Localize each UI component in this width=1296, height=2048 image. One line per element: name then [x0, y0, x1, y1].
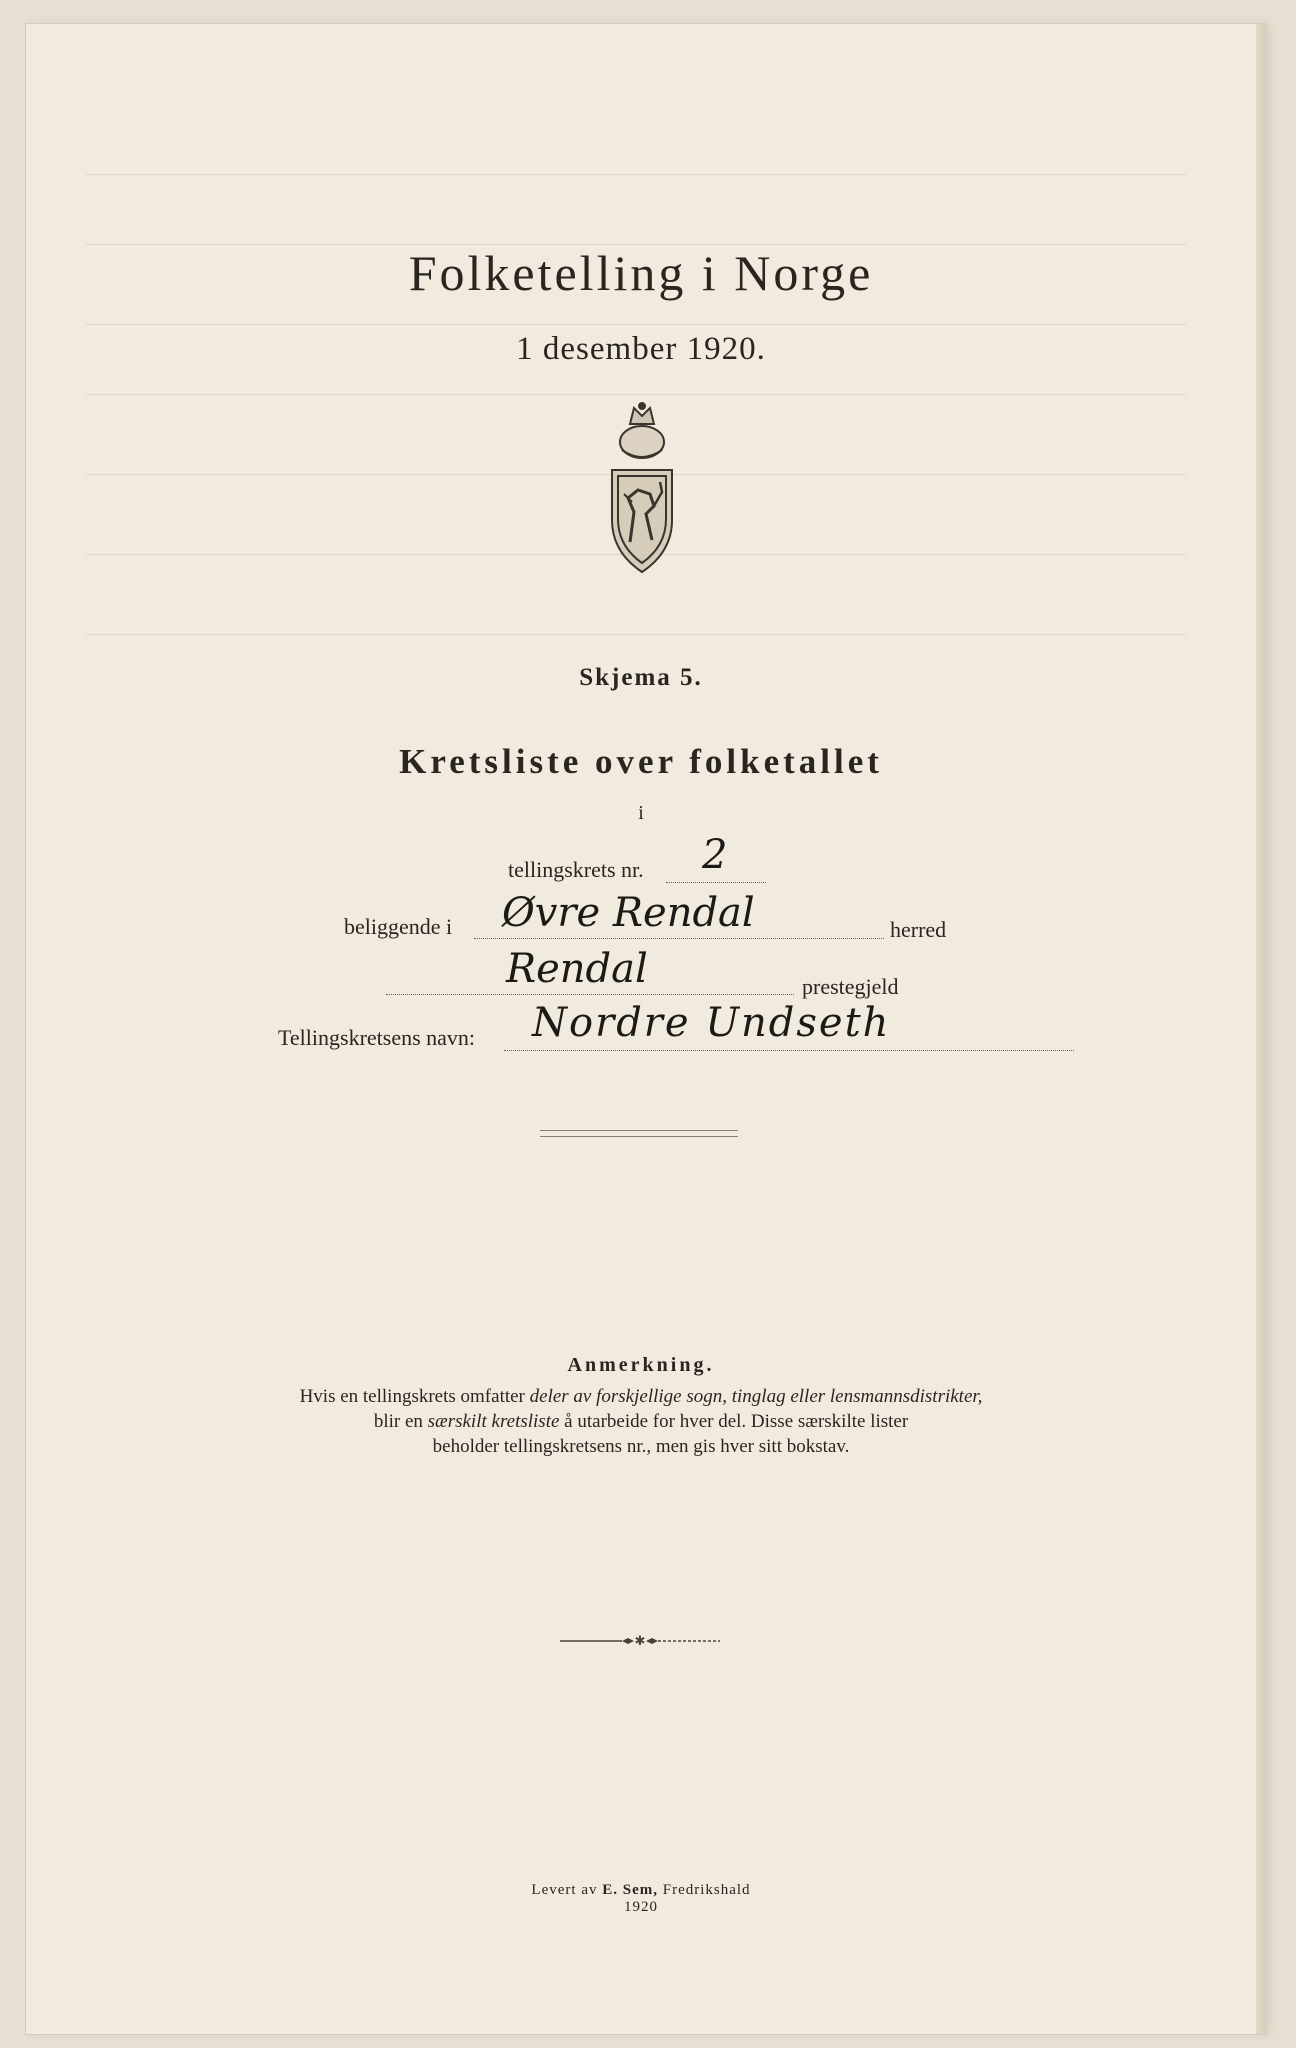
- parish-line: [386, 994, 794, 995]
- census-date: 1 desember 1920.: [516, 331, 766, 367]
- ornament-divider-icon: [560, 1634, 720, 1648]
- district-name-line: [504, 1050, 1074, 1051]
- svg-text:✱: ✱: [634, 1634, 646, 1648]
- district-name-label: Tellingskretsens navn:: [278, 1025, 476, 1050]
- norwegian-coat-of-arms-icon: [592, 402, 692, 592]
- note-line-2-rest: å utarbeide for hver del. Disse særskilte lister: [559, 1411, 909, 1432]
- form-subtitle: Kretsliste over folketallet: [399, 742, 883, 781]
- page-title: Folketelling i Norge: [408, 245, 874, 301]
- municipality-suffix: herred: [890, 917, 947, 942]
- note-line-1: [26, 1384, 1256, 1409]
- printer-credit: [26, 1882, 1256, 1916]
- note-line-1-plain: Hvis en tellingskrets omfatter: [299, 1386, 530, 1407]
- parish-suffix: prestegjeld: [802, 974, 899, 999]
- district-number-value: 2: [702, 832, 728, 878]
- district-number-label: tellingskrets nr.: [508, 857, 644, 882]
- census-form-page: [26, 24, 1266, 2034]
- printer-name: E. Sem,: [602, 1882, 658, 1898]
- note-line-2-italic: særskilt kretsliste: [427, 1411, 560, 1432]
- printer-line: [26, 1882, 1256, 1899]
- printer-prefix: Levert av: [531, 1882, 603, 1898]
- note-line-2-plain: blir en: [373, 1411, 428, 1432]
- section-divider: [540, 1130, 738, 1137]
- note-text: [26, 1384, 1256, 1459]
- note-heading: Anmerkning.: [567, 1354, 715, 1376]
- printer-year: 1920: [624, 1899, 658, 1915]
- municipality-value: Øvre Rendal: [502, 890, 755, 936]
- note-line-1-italic: deler av forskjellige sogn, tinglag eller lensmannsdistrikter,: [529, 1386, 983, 1407]
- located-in-label: beliggende i: [344, 914, 453, 939]
- municipality-line: [474, 938, 884, 939]
- note-line-3: beholder tellingskretsens nr., men gis hver sitt bokstav.: [432, 1436, 850, 1457]
- note-line-2: [26, 1409, 1256, 1434]
- schema-number: Skjema 5.: [579, 664, 703, 691]
- printer-city: Fredrikshald: [657, 1882, 751, 1898]
- page-fold-edge: [1256, 24, 1266, 2034]
- preposition-i: i: [638, 802, 644, 824]
- district-name-value: Nordre Undseth: [532, 1000, 891, 1046]
- parish-value: Rendal: [506, 946, 648, 992]
- district-number-line: [666, 882, 766, 883]
